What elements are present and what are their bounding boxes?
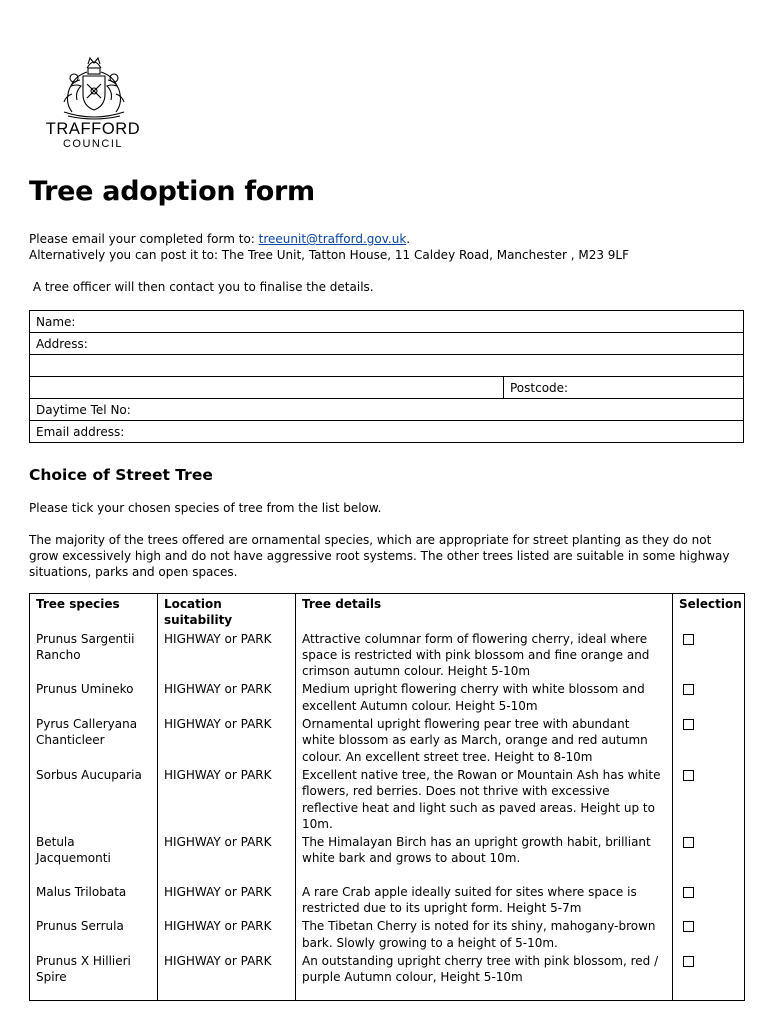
selection-checkbox[interactable] (683, 956, 694, 967)
species-cell: Prunus Serrula (30, 917, 158, 952)
selection-checkbox[interactable] (683, 634, 694, 645)
email-suffix: . (406, 232, 411, 246)
selection-cell (673, 883, 745, 918)
header-details: Tree details (296, 594, 673, 630)
email-link[interactable]: treeunit@trafford.gov.uk (258, 232, 407, 246)
email-label: Email address: (36, 424, 125, 439)
section-instruction: Please tick your chosen species of tree from the list below. (29, 501, 382, 515)
location-cell: HIGHWAY or PARK (158, 766, 296, 833)
selection-cell (673, 766, 745, 833)
details-cell: Ornamental upright flowering pear tree with abundant white blossom as early as March, orange and red autumn colour. An excellent street tree. Height to 8-10m (296, 715, 673, 766)
species-cell: Prunus X Hillieri Spire (30, 952, 158, 1000)
postcode-label: Postcode: (510, 380, 569, 395)
selection-checkbox[interactable] (683, 719, 694, 730)
address-label: Address: (36, 336, 88, 351)
address-line-3-field[interactable] (30, 377, 504, 399)
table-row (30, 917, 745, 952)
tel-label: Daytime Tel No: (36, 402, 131, 417)
logo-subtitle: COUNCIL (62, 138, 123, 150)
section-heading: Choice of Street Tree (29, 466, 213, 484)
details-cell: A rare Crab apple ideally suited for sites where space is restricted due to its upright form. Height 5-7m (296, 883, 673, 918)
table-row (30, 833, 745, 883)
location-cell: HIGHWAY or PARK (158, 680, 296, 715)
tree-species-table (29, 593, 745, 1001)
details-cell: Excellent native tree, the Rowan or Mountain Ash has white flowers, red berries. Does not thrive with excessive reflective heat and light such as paved areas. Height up to 10m. (296, 766, 673, 833)
logo-name: TRAFFORD (45, 120, 141, 138)
section-description: The majority of the trees offered are ornamental species, which are appropriate for street planting as they do not grow excessively high and do not have aggressive root systems. The other trees listed are suitable in some highway situations, parks and open spaces. (29, 533, 730, 579)
contact-details-table (29, 310, 744, 443)
location-cell: HIGHWAY or PARK (158, 917, 296, 952)
tel-field[interactable] (30, 399, 744, 421)
postal-instruction: Alternatively you can post it to: The Tree Unit, Tatton House, 11 Caldey Road, Manchester , M23 9LF (29, 248, 629, 262)
selection-checkbox[interactable] (683, 887, 694, 898)
selection-cell (673, 715, 745, 766)
selection-cell (673, 917, 745, 952)
selection-checkbox[interactable] (683, 921, 694, 932)
species-cell: Betula Jacquemonti (30, 833, 158, 883)
species-cell: Sorbus Aucuparia (30, 766, 158, 833)
location-cell: HIGHWAY or PARK (158, 833, 296, 883)
selection-checkbox[interactable] (683, 770, 694, 781)
table-row (30, 952, 745, 1000)
table-row (30, 680, 745, 715)
name-field[interactable] (30, 311, 744, 333)
selection-cell (673, 952, 745, 1000)
species-cell: Prunus Sargentii Rancho (30, 630, 158, 681)
details-cell: Medium upright flowering cherry with white blossom and excellent Autumn colour. Height 5-10m (296, 680, 673, 715)
table-row (30, 630, 745, 681)
selection-cell (673, 833, 745, 883)
table-row (30, 766, 745, 833)
email-prefix: Please email your completed form to: (29, 232, 259, 246)
coat-of-arms-icon (54, 54, 134, 120)
selection-cell (673, 680, 745, 715)
location-cell: HIGHWAY or PARK (158, 715, 296, 766)
trafford-council-logo (40, 54, 146, 152)
header-selection: Selection (673, 594, 745, 630)
selection-checkbox[interactable] (683, 684, 694, 695)
postcode-field[interactable] (504, 377, 744, 399)
details-cell: An outstanding upright cherry tree with pink blossom, red / purple Autumn colour, Height 5-10m (296, 952, 673, 1000)
location-cell: HIGHWAY or PARK (158, 630, 296, 681)
species-cell: Prunus Umineko (30, 680, 158, 715)
address-field[interactable] (30, 333, 744, 355)
species-cell: Pyrus Calleryana Chanticleer (30, 715, 158, 766)
header-location: Location suitability (158, 594, 296, 630)
name-label: Name: (36, 314, 76, 329)
selection-checkbox[interactable] (683, 837, 694, 848)
table-header-row (30, 594, 745, 630)
header-species: Tree species (30, 594, 158, 630)
table-row (30, 715, 745, 766)
selection-cell (673, 630, 745, 681)
location-cell: HIGHWAY or PARK (158, 883, 296, 918)
location-cell: HIGHWAY or PARK (158, 952, 296, 1000)
address-line-2-field[interactable] (30, 355, 744, 377)
details-cell: Attractive columnar form of flowering cherry, ideal where space is restricted with pink blossom and fine orange and crimson autumn colour. Height 5-10m (296, 630, 673, 681)
email-field[interactable] (30, 421, 744, 443)
details-cell: The Tibetan Cherry is noted for its shiny, mahogany-brown bark. Slowly growing to a height of 5-10m. (296, 917, 673, 952)
email-instruction (29, 231, 744, 247)
officer-note: A tree officer will then contact you to finalise the details. (29, 280, 374, 294)
page-title: Tree adoption form (29, 176, 315, 207)
details-cell: The Himalayan Birch has an upright growth habit, brilliant white bark and grows to about 10m. (296, 833, 673, 883)
table-row (30, 883, 745, 918)
species-cell: Malus Trilobata (30, 883, 158, 918)
